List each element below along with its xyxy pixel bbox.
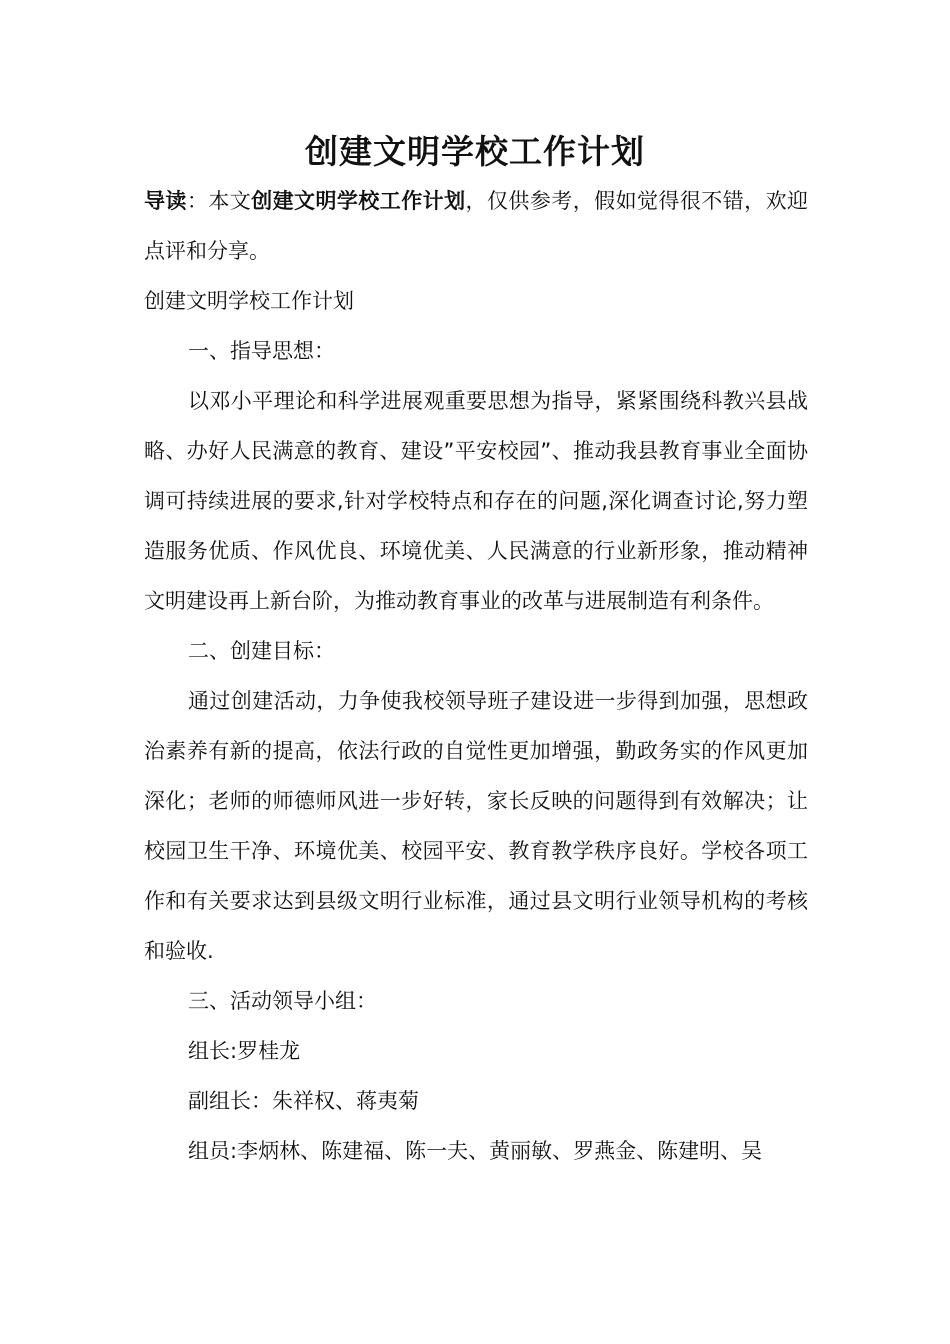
section-1-heading: 一、指导思想： [188, 339, 335, 363]
section-3-heading: 三、活动领导小组： [188, 989, 377, 1013]
section-2-heading: 二、创建目标： [188, 639, 335, 663]
intro-after: ，仅供参考，假如觉得很不错，欢迎点评和分享。 [144, 189, 809, 263]
group-leader: 组长:罗桂龙 [188, 1039, 301, 1063]
document-subtitle: 创建文明学校工作计划 [144, 289, 354, 313]
intro-label: 导读 [144, 189, 187, 213]
document-body [144, 176, 808, 1176]
group-deputy: 副组长：朱祥权、蒋夷菊 [188, 1089, 419, 1113]
intro-paragraph [144, 176, 808, 276]
intro-before: 本文 [208, 189, 252, 213]
document-title: 创建文明学校工作计划 [305, 132, 645, 171]
section-1-body: 以邓小平理论和科学进展观重要思想为指导，紧紧围绕科教兴县战略、办好人民满意的教育、建设”平安校园”、推动我县教育事业全面协调可持续进展的要求,针对学校特点和存在的问题,深化调查讨论,努力塑造服务优质、作风优良、环境优美、人民满意的行业新形象，推动精神文明建设再上新台阶，为推动教育事业的改革与进展制造有利条件。 [144, 389, 808, 613]
section-2-body: 通过创建活动，力争使我校领导班子建设进一步得到加强，思想政治素养有新的提高，依法行政的自觉性更加增强，勤政务实的作风更加深化；老师的师德师风进一步好转，家长反映的问题得到有效解决；让校园卫生干净、环境优美、校园平安、教育教学秩序良好。学校各项工作和有关要求达到县级文明行业标准，通过县文明行业领导机构的考核和验收. [144, 689, 808, 963]
group-members: 组员:李炳林、陈建福、陈一夫、黄丽敏、罗燕金、陈建明、吴 [188, 1139, 763, 1163]
intro-colon: ： [186, 189, 209, 213]
intro-emphasis: 创建文明学校工作计划 [251, 189, 466, 213]
